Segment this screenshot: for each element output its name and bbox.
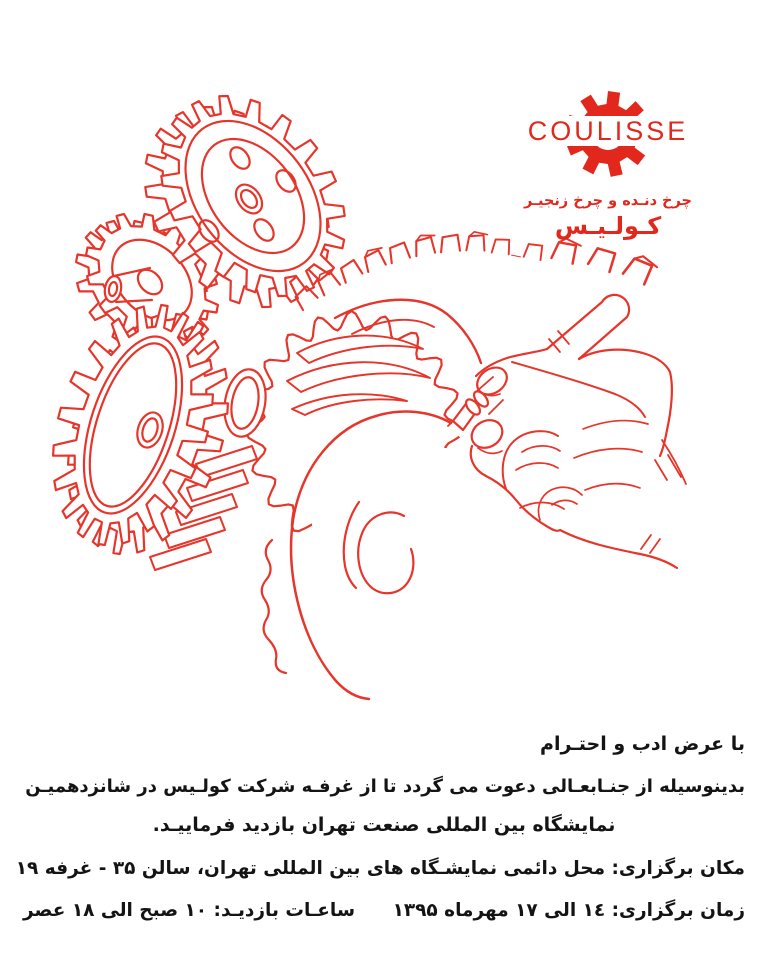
brand-tagline-fa: چرخ دنـده و چرخ زنجیـر bbox=[524, 193, 692, 209]
coulisse-logo bbox=[515, 84, 701, 240]
schedule-line bbox=[23, 896, 745, 926]
drawn-circle bbox=[291, 412, 451, 699]
brand-name-fa: کـولـیـس bbox=[554, 212, 662, 240]
invitation-body-line-1: بدینوسیله از جنـابعـالی دعوت می گردد تا از غرفـه شرکت کولـیس در شانزدهمیـن bbox=[25, 776, 745, 797]
invitation-body-line-2: نمایشگاه بین المللی صنعت تهران بازدید فرماییـد. bbox=[152, 814, 616, 836]
brand-name-latin: COULISSE bbox=[527, 115, 689, 146]
wavy-sketch-line bbox=[262, 540, 286, 673]
logo-band bbox=[501, 116, 715, 146]
sketched-teeth-arc bbox=[293, 231, 658, 310]
salutation-line: با عرض ادب و احتـرام bbox=[540, 733, 745, 755]
hand-with-pencil bbox=[448, 295, 688, 568]
invitation-text bbox=[15, 729, 745, 926]
event-date: زمان برگزاری: ۱٤ الی ۱۷ مهرماه ۱۳۹۵ bbox=[392, 900, 745, 921]
visiting-hours: ساعـات بازدیـد: ۱۰ صبح الی ۱۸ عصر bbox=[23, 900, 356, 921]
venue-line: مکان برگزاری: محل دائمی نمایشـگاه های بین المللی تهران، سالن ۳۵ - غرفه ۱۹ bbox=[15, 858, 745, 879]
